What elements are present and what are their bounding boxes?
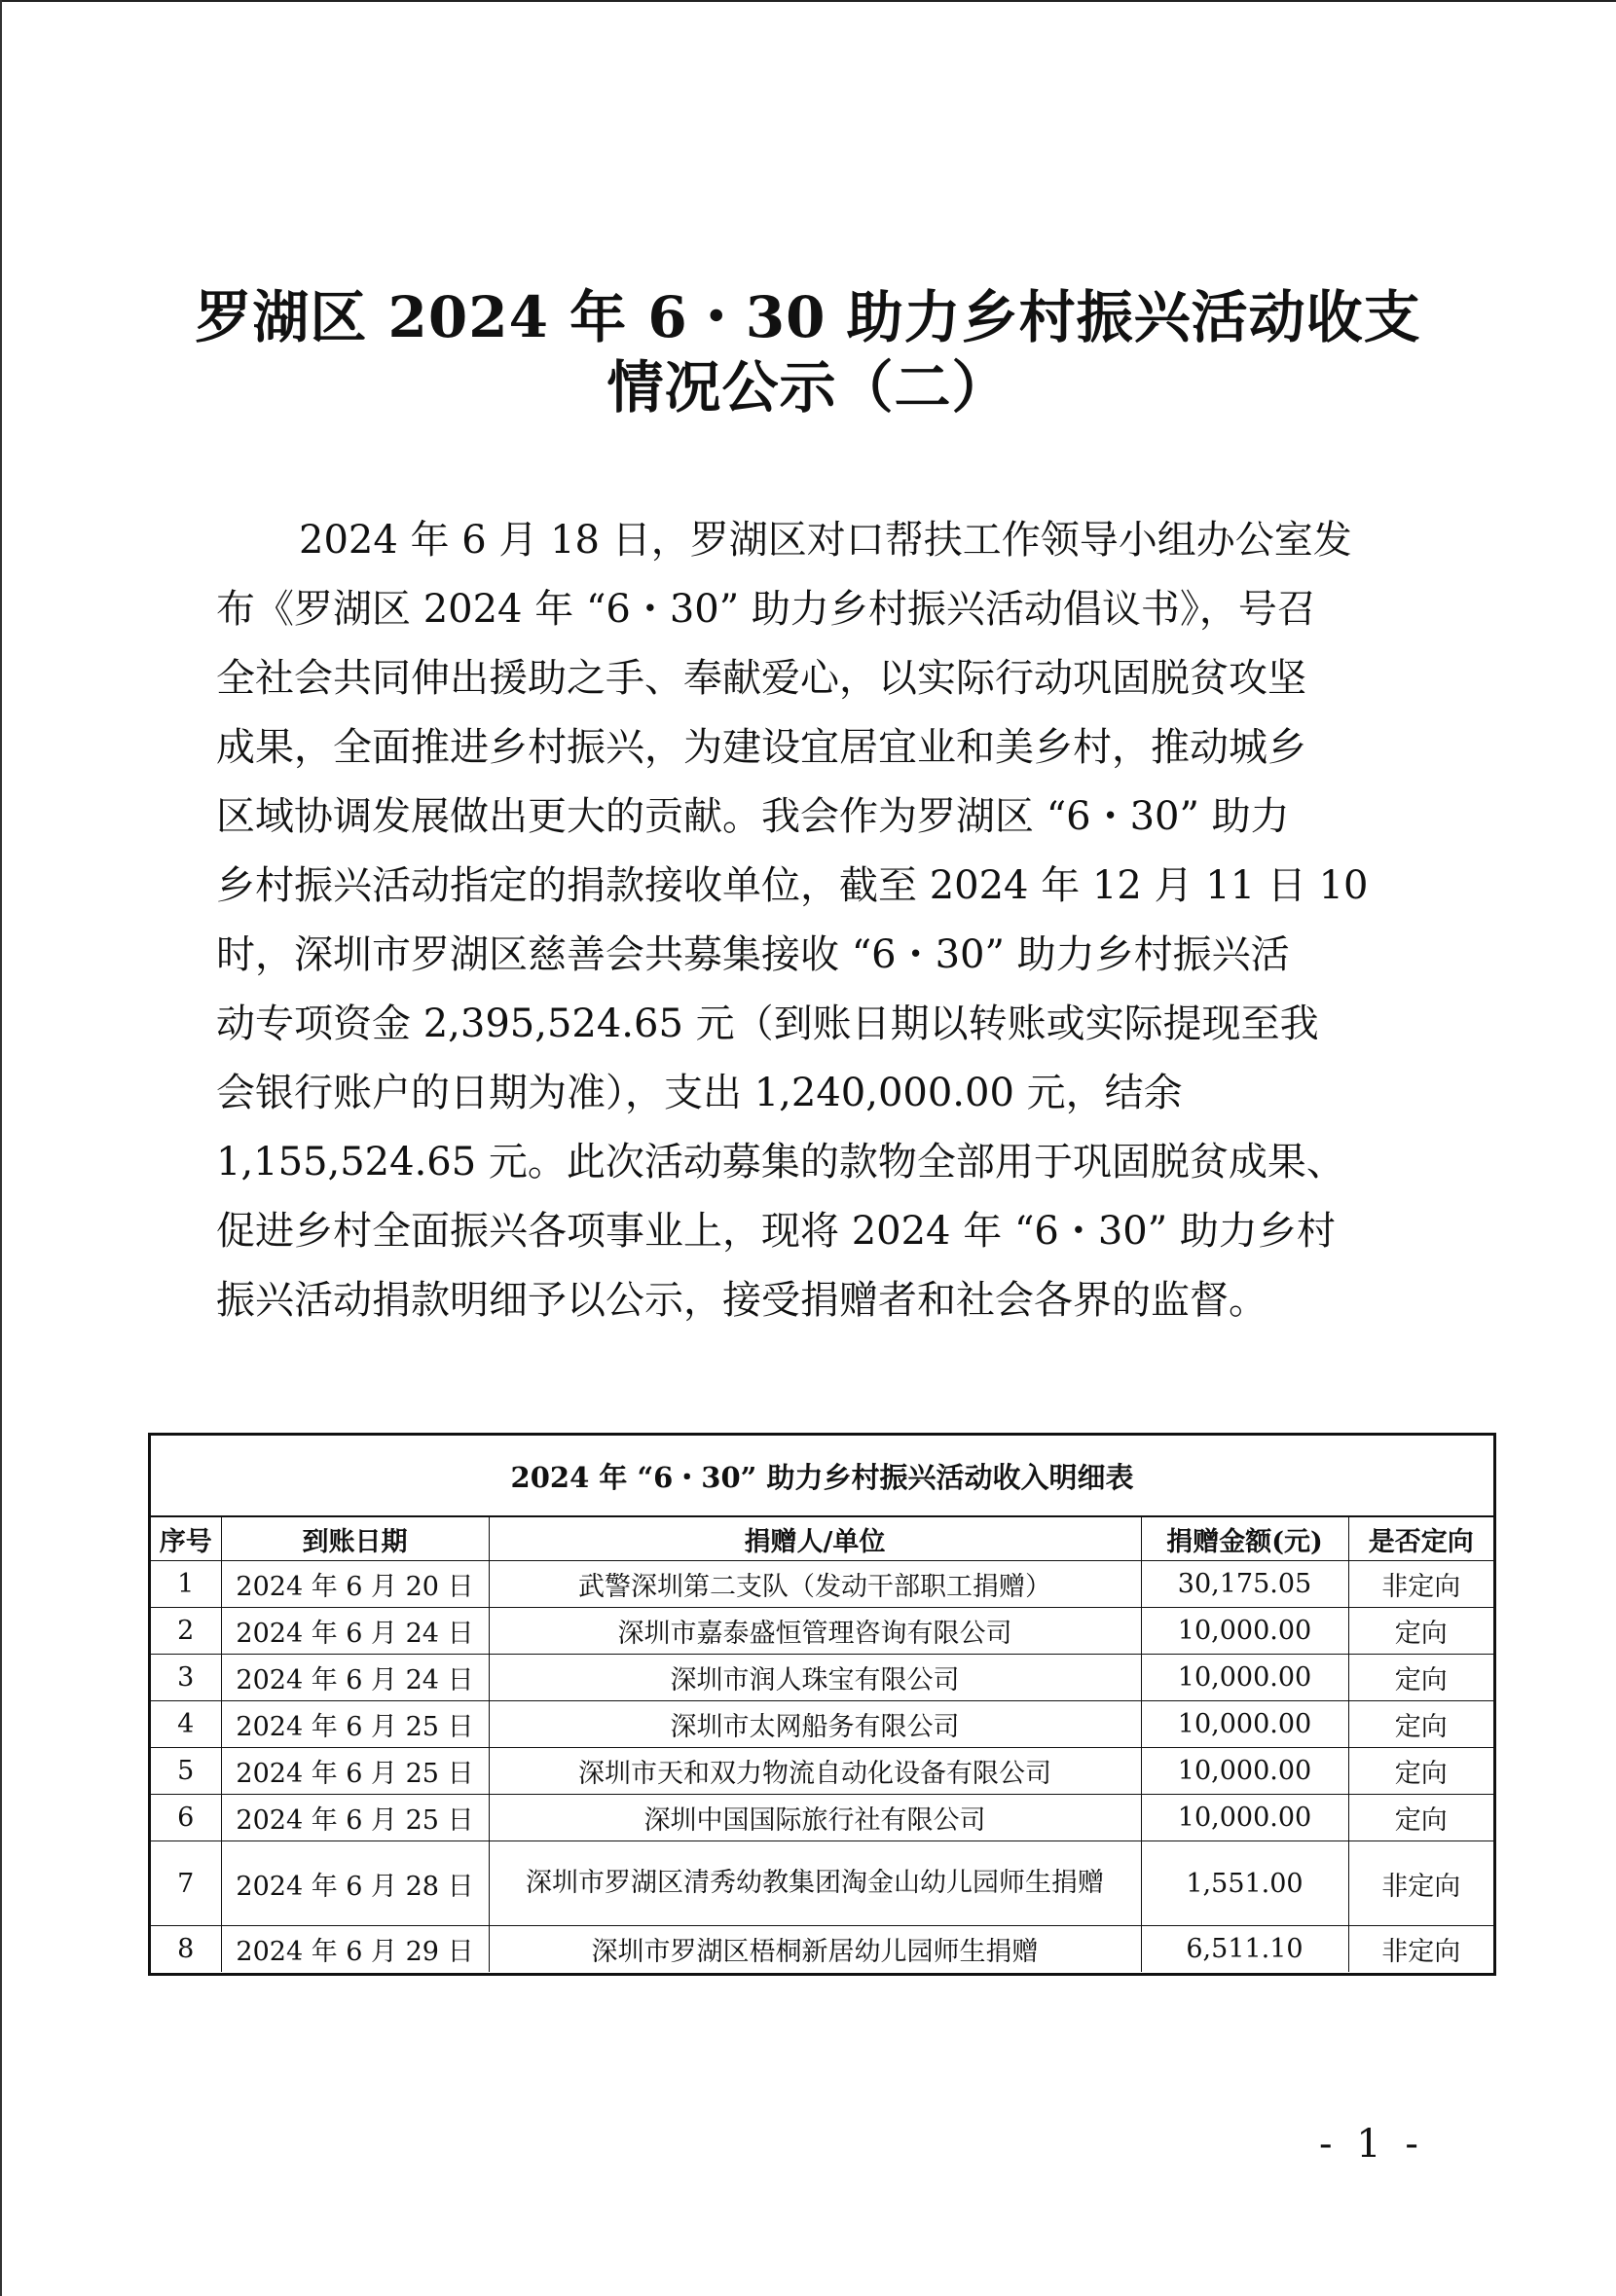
paragraph-line: 1,155,524.65 元。此次活动募集的款物全部用于巩固脱贫成果、 <box>216 1140 1345 1184</box>
table-grid <box>151 1517 1493 1972</box>
cell-date: 2024 年 6 月 25 日 <box>221 1748 489 1795</box>
paragraph-line: 时，深圳市罗湖区慈善会共募集接收 “6・30” 助力乡村振兴活 <box>216 932 1290 977</box>
table-row <box>151 1608 1493 1655</box>
cell-amount: 1,551.00 <box>1141 1841 1348 1926</box>
document-title-line-1: 罗湖区 2024 年 6・30 助力乡村振兴活动收支 <box>195 284 1421 350</box>
cell-donor: 深圳市嘉泰盛恒管理咨询有限公司 <box>489 1608 1141 1655</box>
page-number: - 1 - <box>1319 2122 1424 2167</box>
paragraph-line: 2024 年 6 月 18 日，罗湖区对口帮扶工作领导小组办公室发 <box>299 518 1352 563</box>
cell-seq: 7 <box>151 1841 221 1926</box>
cell-donor: 深圳市天和双力物流自动化设备有限公司 <box>489 1748 1141 1795</box>
table-row <box>151 1841 1493 1926</box>
cell-seq: 1 <box>151 1561 221 1608</box>
paragraph-line: 成果，全面推进乡村振兴，为建设宜居宜业和美乡村，推动城乡 <box>216 725 1306 770</box>
document-title-line-2: 情况公示（二） <box>606 354 1010 420</box>
body-paragraph <box>216 506 1423 1335</box>
cell-amount: 10,000.00 <box>1141 1655 1348 1701</box>
paragraph-line: 全社会共同伸出援助之手、奉献爱心，以实际行动巩固脱贫攻坚 <box>216 656 1306 701</box>
cell-directed: 定向 <box>1348 1608 1493 1655</box>
paragraph-line: 布《罗湖区 2024 年 “6・30” 助力乡村振兴活动倡议书》，号召 <box>216 587 1316 632</box>
table-header-row <box>151 1517 1493 1561</box>
cell-date: 2024 年 6 月 28 日 <box>221 1841 489 1926</box>
cell-donor: 深圳市太网船务有限公司 <box>489 1701 1141 1748</box>
header-directed: 是否定向 <box>1348 1517 1493 1561</box>
paragraph-line: 乡村振兴活动指定的捐款接收单位，截至 2024 年 12 月 11 日 10 <box>216 863 1369 908</box>
cell-directed: 定向 <box>1348 1701 1493 1748</box>
table-row <box>151 1561 1493 1608</box>
cell-seq: 6 <box>151 1795 221 1841</box>
table-title: 2024 年 “6・30” 助力乡村振兴活动收入明细表 <box>151 1436 1493 1517</box>
header-seq: 序号 <box>151 1517 221 1561</box>
paragraph-line: 会银行账户的日期为准），支出 1,240,000.00 元，结余 <box>216 1071 1183 1115</box>
cell-amount: 10,000.00 <box>1141 1701 1348 1748</box>
paragraph-line: 区域协调发展做出更大的贡献。我会作为罗湖区 “6・30” 助力 <box>216 794 1290 839</box>
paragraph-line: 振兴活动捐款明细予以公示，接受捐赠者和社会各界的监督。 <box>216 1278 1267 1323</box>
cell-directed: 定向 <box>1348 1795 1493 1841</box>
cell-directed: 定向 <box>1348 1748 1493 1795</box>
cell-directed: 定向 <box>1348 1655 1493 1701</box>
header-date: 到账日期 <box>221 1517 489 1561</box>
header-donor: 捐赠人/单位 <box>489 1517 1141 1561</box>
cell-seq: 5 <box>151 1748 221 1795</box>
table-row <box>151 1795 1493 1841</box>
cell-amount: 10,000.00 <box>1141 1608 1348 1655</box>
cell-amount: 6,511.10 <box>1141 1926 1348 1973</box>
scan-edge-left <box>0 0 2 2296</box>
cell-amount: 10,000.00 <box>1141 1795 1348 1841</box>
cell-date: 2024 年 6 月 25 日 <box>221 1795 489 1841</box>
table-row <box>151 1655 1493 1701</box>
paragraph-line: 动专项资金 2,395,524.65 元（到账日期以转账或实际提现至我 <box>216 1002 1319 1046</box>
cell-donor: 深圳市润人珠宝有限公司 <box>489 1655 1141 1701</box>
cell-date: 2024 年 6 月 24 日 <box>221 1655 489 1701</box>
table-row <box>151 1926 1493 1973</box>
table-row <box>151 1701 1493 1748</box>
table-row <box>151 1748 1493 1795</box>
cell-amount: 30,175.05 <box>1141 1561 1348 1608</box>
cell-seq: 2 <box>151 1608 221 1655</box>
cell-donor: 深圳市罗湖区清秀幼教集团淘金山幼儿园师生捐赠 <box>489 1841 1141 1926</box>
header-amount: 捐赠金额(元) <box>1141 1517 1348 1561</box>
cell-donor: 深圳中国国际旅行社有限公司 <box>489 1795 1141 1841</box>
cell-donor: 武警深圳第二支队（发动干部职工捐赠） <box>489 1561 1141 1608</box>
cell-donor: 深圳市罗湖区梧桐新居幼儿园师生捐赠 <box>489 1926 1141 1973</box>
paragraph-line: 促进乡村全面振兴各项事业上，现将 2024 年 “6・30” 助力乡村 <box>216 1209 1336 1254</box>
cell-seq: 3 <box>151 1655 221 1701</box>
cell-date: 2024 年 6 月 24 日 <box>221 1608 489 1655</box>
cell-amount: 10,000.00 <box>1141 1748 1348 1795</box>
cell-date: 2024 年 6 月 25 日 <box>221 1701 489 1748</box>
income-detail-table <box>148 1433 1496 1976</box>
cell-seq: 4 <box>151 1701 221 1748</box>
cell-directed: 非定向 <box>1348 1926 1493 1973</box>
cell-directed: 非定向 <box>1348 1561 1493 1608</box>
cell-date: 2024 年 6 月 29 日 <box>221 1926 489 1973</box>
scan-edge-top <box>0 0 1616 2</box>
cell-date: 2024 年 6 月 20 日 <box>221 1561 489 1608</box>
cell-directed: 非定向 <box>1348 1841 1493 1926</box>
cell-seq: 8 <box>151 1926 221 1973</box>
